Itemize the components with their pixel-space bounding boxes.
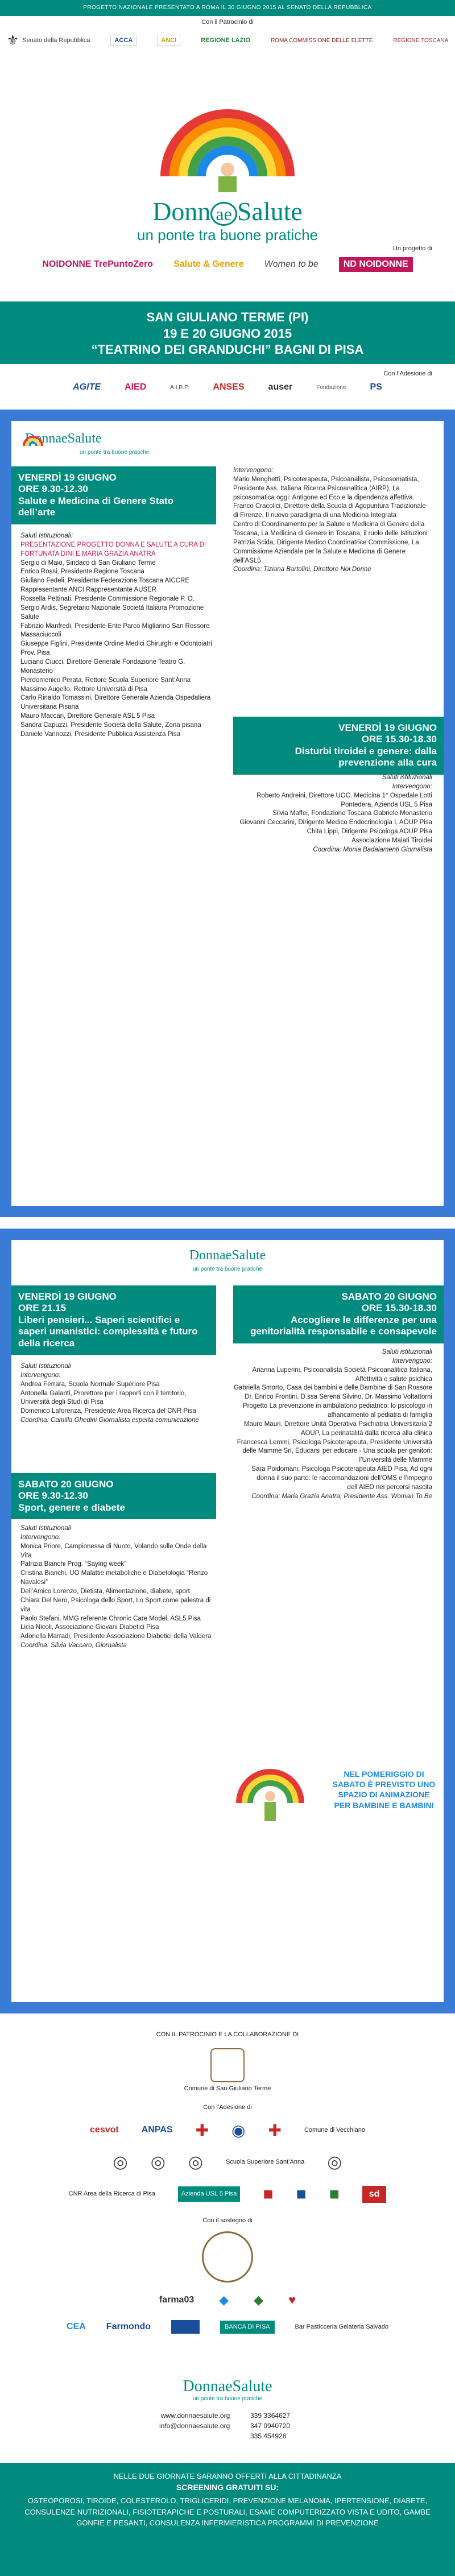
event-heading: SAN GIULIANO TERME (PI) 19 E 20 GIUGNO 2015 “TEATRINO DEI GRANDUCHI” BAGNI DI PISA: [0, 301, 455, 364]
p2-session-3-body: Saluti istituzionali Intervengono: Arianna Luperini, Psicoanalista Società Psicoanalitica Italiana, Affettività e salute psichica Gabriella Smorto, Casa dei bambini e delle Bambine di San Rossore Dr. Enrico Frontini, D.ssa Serena Silvino, Dr. Massimo Voltattorni Progetto La prevenzione in ambulatorio pediatrico: lo psicologo in affiancamento al pediatra di famiglia Mauro Mauri, Direttore Unità Operativa Psichiatria Universitaria 2 AOUP, La perinatalità dalla ricerca alla clinica Francesca Lemmi, Psicologa Psicoterapeuta, Presidente Università delle Mamme Srl, Educarsi per educare - Una scuola per genitori: l’Università delle Mamme Sara Poidomani, Psicologa Psicoterapeuta AIED Pisa, Ad ogni donna il suo parto: le raccomandazioni dell’OMS e l’impegno dell’AIED nei percorsi nascita Coordina: Maria Grazia Anatra, Presidente Ass. Woman To Be: [233, 1349, 432, 1500]
emblem-icon: ◉: [231, 2121, 246, 2139]
logo-santanna: Scuola Superiore Sant’Anna: [226, 2158, 305, 2165]
p2-session-2-header: SABATO 20 GIUGNO ORE 9.30-12.30 Sport, genere e diabete: [11, 1473, 216, 1519]
logo-women-to-be: Women to be: [264, 259, 318, 269]
logo-anses: ANSES: [213, 382, 245, 392]
logo-noidonne: NOIDONNE TrePuntoZero: [42, 259, 154, 269]
logo-icon-b: ■: [296, 2184, 307, 2203]
top-bar: PROGETTO NAZIONALE PRESENTATO A ROMA IL 30 GIUGNO 2015 AL SENATO DELLA REPUBBLICA: [0, 0, 455, 16]
footer-brand-title: DonnaeSalute: [183, 2377, 272, 2395]
panel-1: [0, 410, 455, 1217]
p2-session-1-header: VENERDÌ 19 GIUGNO ORE 21.15 Liberi pensieri... Saperi scientifici e saperi umanistici: complessità e futuro della ricerca: [11, 1285, 216, 1355]
logo-anpas: ANPAS: [141, 2125, 173, 2135]
p2-session-3-header: SABATO 20 GIUGNO ORE 15.30-18.30 Accogliere le differenze per una genitorialità responsabile e consapevole: [233, 1285, 444, 1343]
logo-icon-c: ■: [329, 2184, 340, 2203]
screening-band: [0, 2463, 455, 2576]
sponsors-section: [0, 2025, 455, 2366]
footer-tagline: un ponte tra buone pratiche: [192, 2396, 263, 2402]
seal-icon-2: ◎: [150, 2152, 166, 2172]
sponsors-label-1: CON IL PATROCINIO E LA COLLABORAZIONE DI: [156, 2031, 299, 2038]
sponsors-label-2: Con l’Adesione di: [203, 2103, 252, 2111]
p2-session-1-body: Saluti Istituzionali Intervengono: Andrea Ferrara, Scuola Normale Superiore Pisa Antonella Galanti, Prorettore per i rapporti con il territorio, Università degli Studi di Pisa Domenico Laforenza, Presidente Area Ricerca del CNR Pisa Coordina: Camilla Ghedini Giornalista esperta comunicazione: [20, 1363, 199, 1424]
heart-icon: ♥: [288, 2293, 296, 2308]
logo-regione-toscana: REGIONE TOSCANA: [393, 37, 449, 44]
comune-label: Comune di San Giuliano Terme: [184, 2085, 271, 2092]
red-cross-icon: ✚: [268, 2121, 282, 2139]
small-rainbow-icon: [22, 427, 44, 449]
footer-web[interactable]: www.donnaesalute.org: [160, 2412, 230, 2420]
session-2-header: VENERDÌ 19 GIUGNO ORE 15.30-18.30 Disturbi tiroidei e genere: dalla prevenzione alla cura: [233, 717, 444, 775]
patronage-section: [0, 18, 455, 49]
seal-icon-1: ◎: [113, 2152, 128, 2172]
seal-icon-4: ◎: [327, 2152, 342, 2172]
logo-bar-salvado: Bar Pasticceria Gelateria Salvado: [295, 2323, 388, 2330]
sponsor-row-2: [0, 2152, 455, 2172]
footer-contacts: [159, 2410, 230, 2431]
logo-vecchiano: Comune di Vecchiano: [304, 2126, 365, 2133]
brand-block: [0, 196, 455, 244]
session-1-body: Saluti Istituzionali: PRESENTAZIONE PROGETTO DONNA E SALUTE A CURA DI FORTUNATA DINI E MARIA GRAZIA ANATRA Sergio di Maio, Sindaco di San Giuliano Terme Enrico Rossi, Presidente Regione Toscana Giuliano Fedeli, Presidente Federazione Toscana AICCRE Rappresentante ANCI Rappresentante AUSER Rossella Pettinati, Presidente Commissione Regionale P. O. Sergio Ardis, Segretario Nazionale Società Italiana Promozione Salute Fabrizio Manfredi, Presidente Ente Parco Migliarino San Rossore Massaciuccoli Giuseppe Figlini, Presidente Ordine Medici Chirurghi e Odontoiatri Prov. Pisa Luciano Ciucci, Direttore Generale Fondazione Teatro G. Monasterio Pierdomenico Perata, Rettore Scuola Superiore Sant’Anna Massimo Augello, Rettore Università di Pisa Carlo Rinaldo Tomassini, Direttore Generale Azienda Ospedaliera Universitaria Pisana Mauro Maccari, Direttore Generale ASL 5 Pisa Sandra Capuzzi, Presidente Società della Salute, Zona pisana Daniele Vannozzi, Presidente Pubblica Assistenza Pisa: [20, 532, 212, 738]
logo-farma03: farma03: [159, 2295, 195, 2305]
session-1-speakers: Intervengono: Mario Menghetti, Psicoterapeuta, Psicoanalista, Psicosomatista, Presidente Ass. Italiana Ricerca Psicoanalitica (AIRP), La psicosomatica oggi: Antigone ed Eco e la dipendenza affettiva Franco Cracolici, Direttore della Scuola di Agopuntura Tradizionale di Firenze, Il nuovo paradigma di una Medicina Integrata Centro di Coordinamento per la Salute e Medicina di Genere della Toscana, La Medicina di Genere in Toscana, il ruolo delle Istituzioni Patrizia Scida, Dirigente Medico Coordinatrice Commissione, La Commissione Aziendale per la Salute e Medicina di Genere dell’ASL5 Coordina: Tiziana Bartolini, Direttore Noi Donne: [233, 467, 428, 573]
drop-icon: ◆: [219, 2293, 229, 2308]
logo-sd: sd: [362, 2186, 387, 2203]
session-1-header: VENERDÌ 19 GIUGNO ORE 9.30-12.30 Salute e Medicina di Genere Stato dell’arte: [11, 466, 216, 524]
footer-brand: [0, 2377, 455, 2451]
screening-title: SCREENING GRATUITI SU:: [176, 2483, 279, 2492]
cross-icon: ✚: [195, 2121, 209, 2139]
hero-illustration: [0, 63, 455, 193]
logo-nd: ND NOIDONNE: [339, 257, 413, 272]
logo-airp: A.I.R.P.: [170, 384, 189, 391]
brand-tagline: un ponte tra buone pratiche: [136, 226, 318, 243]
screening-list: OSTEOPOROSI, TIROIDE, COLESTEROLO, TRIGLICERIDI, PREVENZIONE MELANOMA, IPERTENSIONE, DIABETE, CONSULENZE NUTRIZIONALI, FISIOTERAPICHE E POSTURALI, ESAME COMPUTERIZZATO VISTA E UDITO, GAMBE GONFIE E PESANTI, CONSULENZA INFERMIERISTICA PROGRAMMI DI PREVENZIONE: [24, 2496, 431, 2527]
screening-note: NELLE DUE GIORNATE SARANNO OFFERTI ALLA CITTADINANZA: [113, 2472, 342, 2480]
brand-title: Donn ae Salute: [152, 197, 303, 226]
sponsor-row-3: [0, 2185, 455, 2204]
logo-banca-pisa: BANCA DI PISA: [220, 2321, 274, 2334]
banner-icon: [171, 2320, 200, 2334]
logo-farmondo: Farmondo: [106, 2322, 151, 2332]
project-logos: [0, 257, 455, 272]
logo-aied: AIED: [125, 382, 147, 392]
logo-icon-a: ■: [263, 2184, 274, 2203]
session-2-body: Saluti istituzionali Intervengono: Roberto Andreini, Direttore UOC. Medicina 1° Ospedale Lotti Pontedera, Azienda USL 5 Pisa Silvia Maffei, Fondazione Toscana Gabriele Monasterio Giovanni Ceccarini, Dirigente Medico Endocrinologia I, AOUP Pisa Chita Lippi, Dirigente Psicologa AOUP Pisa Associazione Malati Tiroidei Coordina: Monia Badalamenti Giornalista: [239, 774, 432, 853]
footer-phones: 339 3364627 347 0940720 335 454928: [250, 2412, 291, 2440]
panel-2-tagline: un ponte tra buone pratiche: [192, 1266, 263, 1272]
logo-asl5: Azienda USL 5 Pisa: [178, 2186, 240, 2202]
logo-anci: ANCI: [157, 35, 180, 46]
footer-email[interactable]: info@donnaesalute.org: [159, 2422, 230, 2430]
comune-crest-icon: [210, 2048, 245, 2082]
panel-1-inner: [11, 421, 444, 1206]
project-section: [0, 245, 455, 299]
panel-2-brand: DonnaeSalute: [189, 1248, 266, 1263]
panel-2-inner: [11, 1240, 444, 2002]
logo-roma: ROMA COMMISSIONE DELLE ELETTE: [270, 37, 373, 44]
sostegno-badge-icon: [202, 2231, 253, 2283]
logo-regione-lazio: REGIONE LAZIO: [201, 37, 250, 44]
logo-cnr: CNR Area della Ricerca di Pisa: [68, 2190, 155, 2198]
kids-notice: NEL POMERIGGIO DI SABATO È PREVISTO UNO SPAZIO DI ANIMAZIONE PER BAMBINE E BAMBINI: [332, 1769, 436, 1810]
logo-cesvot: cesvot: [90, 2125, 119, 2135]
logo-salute-genere: Salute & Genere: [173, 259, 244, 269]
patronage-label: Con il Patrocinio di: [201, 19, 254, 26]
p2-session-2-body: Saluti Istituzionali Intervengono: Monica Priore, Campionessa di Nuoto, Volando sulle Onde della Vita Patrizia Bianchi Prog. “Saying week” Cristina Bianchi, UO Malattie metaboliche e Diabetologia “Renzo Navalesi” Dell’Amico Lorenzo, Dietista, Alimentazione, diabete, sport Chiara Del Nero, Psicologa dello Sport, Lo Sport come palestra di vita Paolo Stefani, MMG referente Chronic Care Model, ASL5 Pisa Licia Nicoli, Associazione Giovani Diabetici Pisa Adonella Marradi, Presidente Associazione Diabetici della Valdera Coordina: Silvia Vaccaro, Giornalista: [20, 1525, 212, 1649]
logo-agite: AGITE: [73, 382, 101, 392]
logo-auser: auser: [268, 382, 293, 392]
panel-2: [0, 1229, 455, 2013]
leaf-icon: ◆: [254, 2293, 264, 2308]
adhesion-label: Con l’Adesione di: [383, 370, 432, 377]
seal-icon-3: ◎: [188, 2152, 204, 2172]
logo-acca: ACCA: [110, 35, 136, 46]
adhesion-logos: [0, 382, 455, 392]
sponsor-row-5: [0, 2320, 455, 2334]
girl-rainbow-illustration: [233, 1740, 307, 1826]
rainbow-illustration: [0, 63, 455, 193]
logo-fondazione: Fondazione: [316, 384, 346, 391]
logo-senato: ⚜ Senato della Repubblica: [6, 32, 90, 48]
logo-cea: CEA: [67, 2322, 86, 2332]
panel-1-tagline: un ponte tra buone pratiche: [80, 449, 150, 456]
sponsors-label-3: Con il sostegno di: [202, 2217, 253, 2224]
patronage-logos: [0, 32, 455, 49]
panel-1-brand: DonnaeSalute: [25, 431, 102, 446]
project-label: Un progetto di: [392, 245, 432, 252]
logo-ps: PS: [370, 382, 382, 392]
sponsor-row-4: [0, 2293, 455, 2308]
adhesion-section: [0, 370, 455, 404]
sponsor-row-1: [0, 2121, 455, 2140]
